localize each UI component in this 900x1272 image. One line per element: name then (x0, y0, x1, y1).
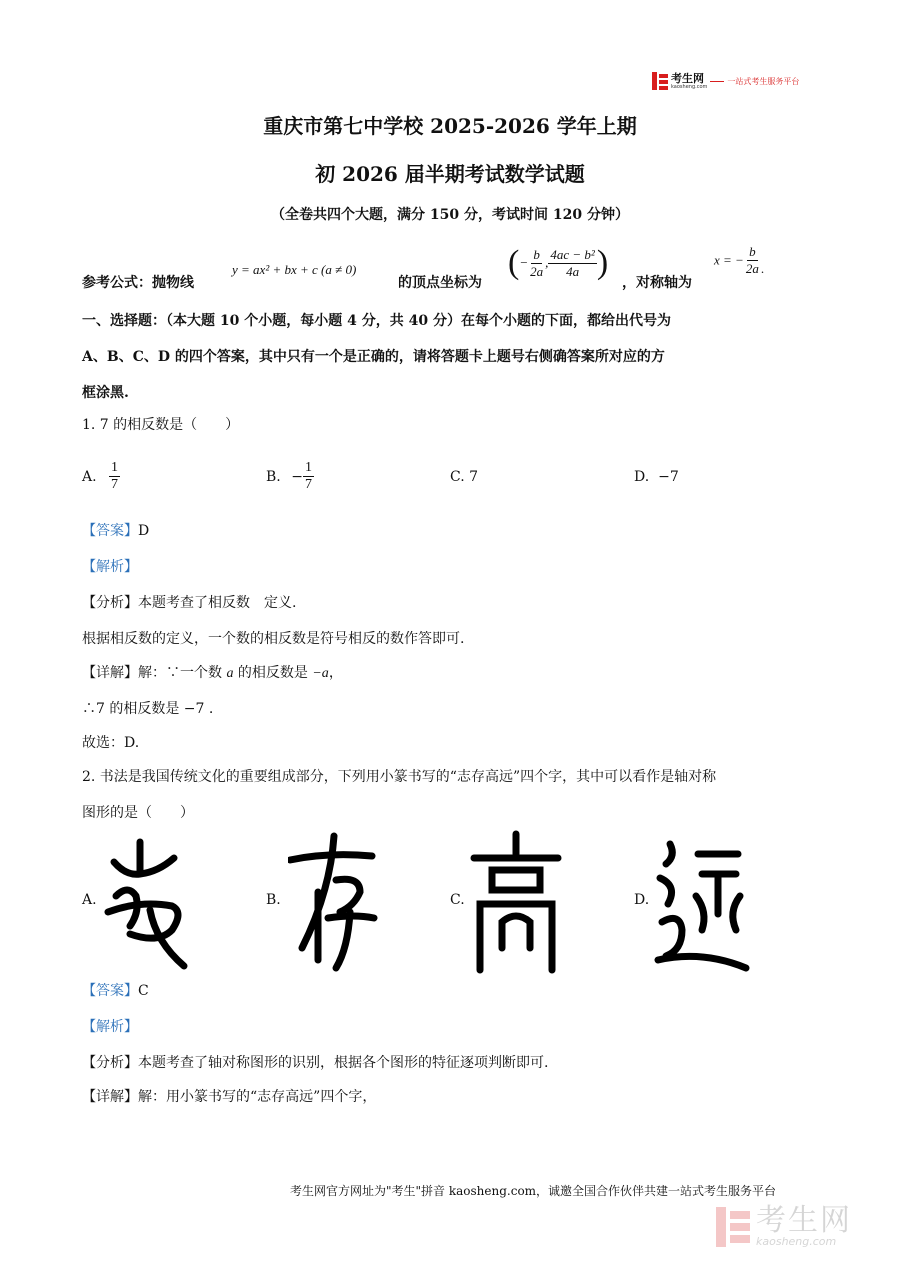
q2-stem-line1: 2. 书法是我国传统文化的重要组成部分，下列用小篆书写的“志存高远”四个字，其中可以看作是轴对称 (82, 769, 717, 785)
q2-detail: 【详解】解：用小篆书写的“志存高远”四个字， (82, 1089, 377, 1105)
kaosheng-logo-icon (652, 72, 668, 90)
q1-option-c: C. 7 (450, 469, 479, 485)
q1-conclusion: ∴7 的相反数是 −7 . (82, 701, 214, 717)
logo-name: 考生网 (671, 71, 704, 85)
logo-domain: kaosheng.com (671, 83, 708, 90)
q1-option-d: D. −7 (634, 469, 679, 485)
watermark-domain: kaosheng.com (756, 1235, 837, 1248)
q2-fenxi: 【分析】本题考查了轴对称图形的识别，根据各个图形的特征逐项判断即可. (82, 1055, 549, 1071)
seal-glyph-yuan (652, 834, 752, 974)
q2-option-b-label: B. (266, 892, 281, 908)
q1-rule: 根据相反数的定义，一个数的相反数是符号相反的数作答即可. (82, 631, 465, 647)
q2-stem-line2: 图形的是（ ） (82, 805, 194, 821)
exam-title-line1: 重庆市第七中学校 2025-2026 学年上期 (263, 114, 637, 138)
q1-analysis-tag: 【解析】 (82, 559, 138, 575)
exam-title-line2: 初 2026 届半期考试数学试题 (315, 162, 585, 186)
watermark-name: 考生网 (756, 1203, 852, 1238)
q2-option-a-label: A. (82, 892, 97, 908)
q2-analysis-tag: 【解析】 (82, 1019, 138, 1035)
section1-line1: 一、选择题：（本大题 10 个小题，每小题 4 分，共 40 分）在每个小题的下面，都给出代号为 (82, 313, 671, 329)
vertex-label: 的顶点坐标为 (398, 275, 482, 291)
q2-option-c-label: C. (450, 892, 465, 908)
reference-label: 参考公式：抛物线 (82, 275, 194, 291)
parabola-formula: y = ax² + bx + c (a ≠ 0) (232, 262, 357, 277)
watermark (716, 1203, 852, 1248)
axis-formula: x = − $\frac{b}{2a}$ . (714, 244, 765, 276)
q2-answer: 【答案】C (82, 983, 149, 999)
axis-label: ，对称轴为 (622, 275, 692, 291)
section1-line3: 框涂黑. (82, 385, 129, 401)
q1-fenxi: 【分析】本题考查了相反数 定义. (82, 595, 297, 611)
footer-note: 考生网官方网址为"考生"拼音 kaosheng.com，诚邀全国合作伙伴共建一站式考生服务平台 (290, 1184, 777, 1198)
watermark-logo-icon (716, 1207, 750, 1247)
q1-stem: 1. 7 的相反数是（ ） (82, 417, 240, 433)
q1-option-a: A. $\frac{1}{7}$ (82, 460, 119, 492)
logo-tagline: 一站式考生服务平台 (727, 76, 800, 86)
seal-glyph-gao (470, 830, 562, 974)
q1-option-b: B. − $\frac{1}{7}$ (266, 460, 312, 492)
seal-glyph-zhi (100, 834, 192, 976)
vertex-formula: (− $\frac{b}{2a}$ , $\frac{\text{4ac − b²}}{4a}$ ) (508, 244, 609, 281)
section1-line2: A、B、C、D 的四个答案，其中只有一个是正确的，请将答题卡上题号右侧确答案所对应的方 (82, 349, 665, 365)
exam-subtitle: （全卷共四个大题，满分 150 分，考试时间 120 分钟） (271, 207, 629, 223)
header-logo (652, 72, 799, 90)
q1-choose: 故选：D. (82, 735, 140, 751)
seal-glyph-cun (288, 832, 378, 974)
q2-option-d-label: D. (634, 892, 650, 908)
q1-answer: 【答案】D (82, 523, 150, 539)
q1-detail: 【详解】解：∵一个数 a 的相反数是 −a， (82, 665, 343, 681)
